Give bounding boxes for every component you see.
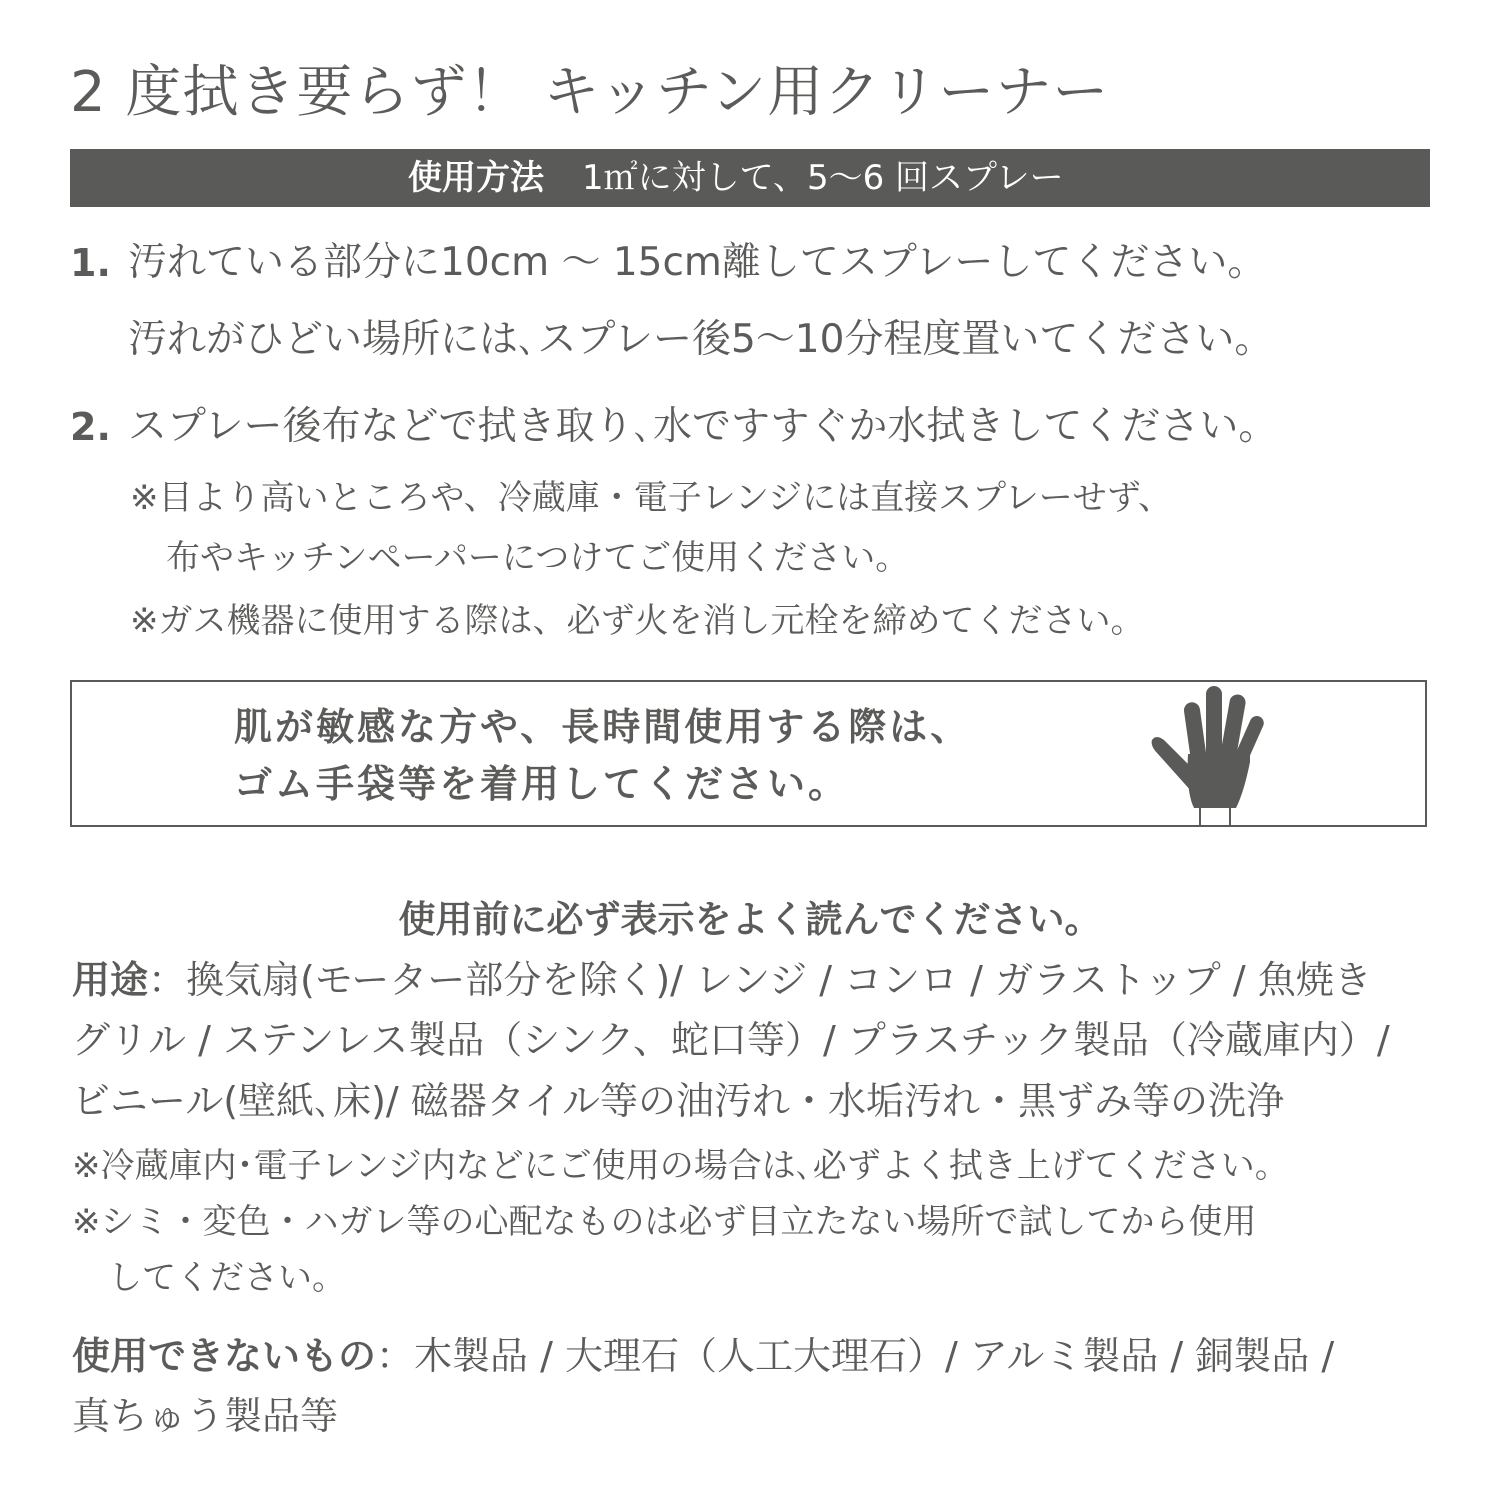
- warning-line-1: 肌が敏感な方や、長時間使用する際は、: [234, 705, 972, 749]
- usage-colon: ：: [148, 958, 187, 1002]
- not-usable-line-1: [72, 1326, 1334, 1386]
- not-usable-label: 使用できないもの: [72, 1334, 377, 1378]
- page-title: 2 度拭き要らず！ キッチン用クリーナー: [70, 60, 1110, 125]
- read-before-use: 使用前に必ず表示をよく読んでください。: [398, 898, 1102, 941]
- step-1-line-2: 汚れがひどい場所には､スプレー後5～10分程度置いてください。: [128, 317, 1274, 362]
- usage-text-1: 換気扇(モーター部分を除く)/ レンジ / コンロ / ガラストップ / 魚焼き: [186, 958, 1372, 1002]
- usage-line-2: グリル / ステンレス製品（シンク、蛇口等）/ プラスチック製品（冷蔵庫内）/: [72, 1018, 1390, 1062]
- not-usable-line-2: 真ちゅう製品等: [72, 1394, 339, 1438]
- glove-icon: [1150, 684, 1270, 828]
- usage-note-3: してください。: [108, 1258, 346, 1298]
- step-2-line-1: スプレー後布などで拭き取り､水ですすぐか水拭きしてください。: [128, 404, 1278, 449]
- step-2-number: 2.: [70, 405, 111, 449]
- usage-label: 用途: [72, 958, 149, 1002]
- usage-note-1: ※冷蔵庫内･電子レンジ内などにご使用の場合は､必ずよく拭き上げてください。: [72, 1146, 1289, 1186]
- usage-line-3: ビニール(壁紙､床)/ 磁器タイル等の油汚れ・水垢汚れ・黒ずみ等の洗浄: [72, 1079, 1285, 1123]
- usage-method-bar: [70, 149, 1430, 207]
- usage-method-label: 使用方法: [408, 158, 544, 198]
- step-1-line-1: 汚れている部分に10cm ～ 15cm離してスプレーしてください。: [128, 240, 1267, 285]
- step-note-3: ※ガス機器に使用する際は、必ず火を消し元栓を締めてください。: [130, 601, 1145, 641]
- usage-method-text: 1㎡に対して、5～6 回スプレー: [582, 158, 1064, 198]
- warning-line-2: ゴム手袋等を着用してください。: [234, 762, 850, 806]
- step-note-2: 布やキッチンペーパーにつけてご使用ください。: [166, 538, 910, 578]
- usage-note-2: ※シミ・変色・ハガレ等の心配なものは必ず目立たない場所で試してから使用: [72, 1202, 1257, 1242]
- step-note-1: ※目より高いところや、冷蔵庫・電子レンジには直接スプレーせず、: [130, 478, 1173, 518]
- usage-line-1: [72, 950, 1372, 1010]
- step-1-number: 1.: [70, 241, 111, 285]
- not-usable-text-1: 木製品 / 大理石（人工大理石）/ アルミ製品 / 銅製品 /: [414, 1334, 1335, 1378]
- not-usable-colon: ：: [376, 1334, 415, 1378]
